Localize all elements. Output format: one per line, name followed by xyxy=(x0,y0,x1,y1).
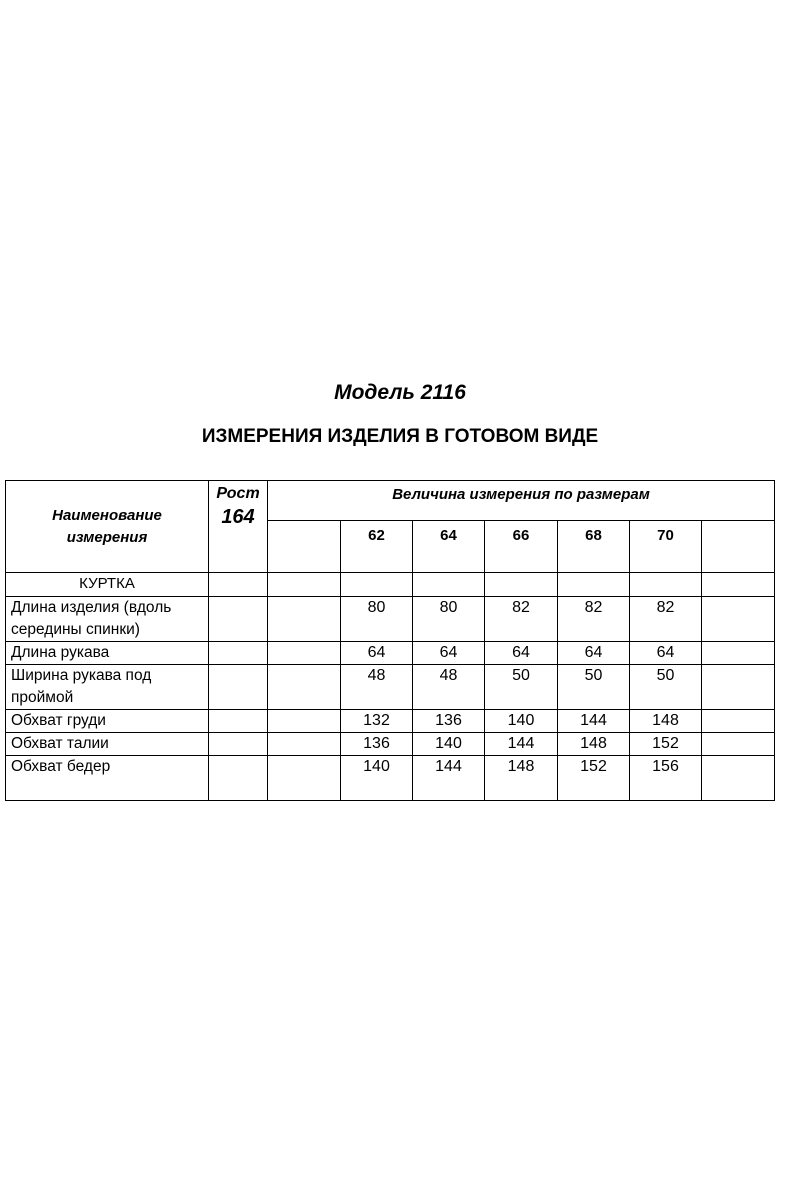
size-header: 66 xyxy=(485,521,558,573)
cell-value: 82 xyxy=(558,597,630,642)
cell-value: 144 xyxy=(413,756,485,801)
cell-value: 132 xyxy=(341,710,413,733)
table-row xyxy=(6,710,775,733)
cell-value: 140 xyxy=(413,733,485,756)
row-label: Ширина рукава под проймой xyxy=(6,665,209,710)
cell-value: 136 xyxy=(341,733,413,756)
header-measurement-name: Наименование измерения xyxy=(6,481,209,573)
cell-value: 82 xyxy=(485,597,558,642)
header-size-values: Величина измерения по размерам xyxy=(268,481,775,521)
cell-value: 144 xyxy=(558,710,630,733)
measurements-table xyxy=(5,480,775,801)
header-rost xyxy=(209,481,268,573)
cell-value: 136 xyxy=(413,710,485,733)
cell-value: 152 xyxy=(558,756,630,801)
size-header: 64 xyxy=(413,521,485,573)
cell-value: 148 xyxy=(558,733,630,756)
row-label: Обхват бедер xyxy=(6,756,209,801)
size-header: 68 xyxy=(558,521,630,573)
table-row xyxy=(6,733,775,756)
table-row xyxy=(6,756,775,801)
cell-value: 50 xyxy=(485,665,558,710)
cell-value: 82 xyxy=(630,597,702,642)
cell-value: 152 xyxy=(630,733,702,756)
rost-value: 164 xyxy=(221,506,255,528)
cell-value: 64 xyxy=(485,642,558,665)
size-header: 70 xyxy=(630,521,702,573)
table-row xyxy=(6,665,775,710)
cell-value: 148 xyxy=(485,756,558,801)
row-label: Длина изделия (вдоль середины спинки) xyxy=(6,597,209,642)
page-subtitle: ИЗМЕРЕНИЯ ИЗДЕЛИЯ В ГОТОВОМ ВИДЕ xyxy=(201,426,599,447)
cell-value: 140 xyxy=(485,710,558,733)
rost-label: Рост xyxy=(216,485,260,502)
cell-value: 48 xyxy=(413,665,485,710)
row-label: Длина рукава xyxy=(6,642,209,665)
cell-value: 64 xyxy=(413,642,485,665)
row-label: Обхват талии xyxy=(6,733,209,756)
cell-value: 64 xyxy=(558,642,630,665)
cell-value: 80 xyxy=(341,597,413,642)
cell-value: 80 xyxy=(413,597,485,642)
table-row xyxy=(6,597,775,642)
section-label: КУРТКА xyxy=(6,573,209,597)
page-title: Модель 2116 xyxy=(334,381,466,404)
cell-value: 50 xyxy=(558,665,630,710)
cell-value: 156 xyxy=(630,756,702,801)
table-row xyxy=(6,642,775,665)
cell-value: 64 xyxy=(630,642,702,665)
row-label: Обхват груди xyxy=(6,710,209,733)
cell-value: 64 xyxy=(341,642,413,665)
size-cell-empty xyxy=(268,521,341,573)
cell-value: 50 xyxy=(630,665,702,710)
cell-value: 140 xyxy=(341,756,413,801)
size-header: 62 xyxy=(341,521,413,573)
size-cell-empty xyxy=(702,521,775,573)
cell-value: 48 xyxy=(341,665,413,710)
cell-value: 148 xyxy=(630,710,702,733)
cell-value: 144 xyxy=(485,733,558,756)
